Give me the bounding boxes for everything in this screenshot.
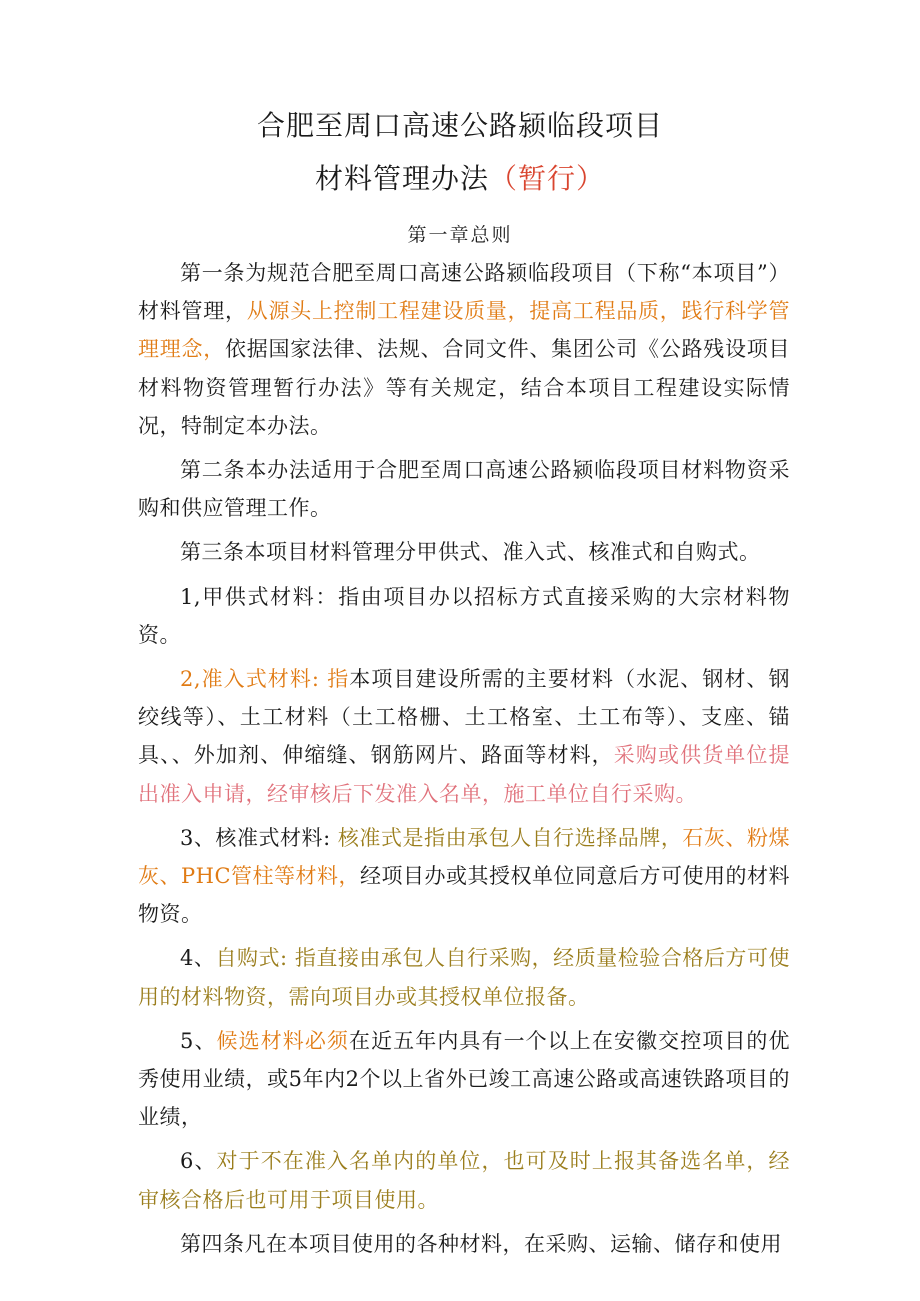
article-1 [138,254,790,445]
item-6 [138,1142,790,1218]
item-6-text: 对于不在准入名单内的单位，也可及时上报其备选名单，经审核合格后也可用于项目使用。 [138,1149,790,1212]
document-subtitle [0,157,920,197]
subtitle-provisional: （暂行） [489,162,606,195]
item-3-definition: 核准式是指由承包人自行选择品牌， [337,825,683,850]
item-5-text: 在近五年内具有一个以上在安徽交控项目的优秀使用业绩，或5年内2个以上省外已竣工高速公路或高速铁路项目的业绩， [138,1028,791,1130]
item-4-text: 自购式: 指直接由承包人自行采购，经质量检验合格后方可使用的材料物资，需向项目办或其授权单位报备。 [138,946,790,1009]
document-title: 合肥至周口高速公路颍临段项目 [256,109,663,142]
item-4 [138,939,790,1015]
item-2-highlight: 采购或供货单位提出准入申请，经审核后下发准入名单，施工单位自行采购。 [138,743,791,806]
item-5-number: 5、 [180,1028,217,1053]
article-1-text-rest: 依据国家法律、法规、合同文件、集团公司《公路残设项目材料物资管理暂行办法》等有关规定，结合本项目工程建设实际情况，特制定本办法。 [138,337,791,438]
item-6-number: 6、 [180,1149,217,1174]
item-4-number: 4、 [180,946,216,971]
subtitle-main: 材料管理办法 [314,162,489,195]
item-3-label: 3、核准式材料: [180,825,338,850]
article-3: 第三条本项目材料管理分甲供式、准入式、核准式和自购式。 [180,540,761,565]
item-3 [138,819,790,934]
document-body [138,254,790,1269]
article-1-text: 第一条为规范合肥至周口高速公路颍临段项目（下称“本项目”）材料管理， [138,261,790,324]
article-1-highlight: 从源头上控制工程建设质量，提高工程品质，践行科学管理理念， [138,299,791,362]
article-4: 第四条凡在本项目使用的各种材料，在采购、运输、储存和使用 [180,1231,782,1256]
item-2-text: 本项目建设所需的主要材料（水泥、钢材、钢绞线等）、土工材料（土工格栅、土工格室、土工布等）、支座、锚具、、外加剂、伸缩缝、钢筋网片、路面等材料， [138,667,790,768]
item-2-label: 2,准入式材料: 指 [180,667,350,692]
item-3-highlight: 石灰、粉煤灰、PHC管柱等材料， [138,825,790,889]
item-2 [138,660,790,813]
item-5-highlight: 候选材料必须 [216,1028,350,1053]
item-1: 1,甲供式材料：指由项目办以招标方式直接采购的大宗材料物资。 [138,584,790,647]
item-3-text: 经项目办或其授权单位同意后方可使用的材料物资。 [138,864,791,927]
chapter-heading: 第一章总则 [407,224,513,246]
article-2: 第二条本办法适用于合肥至周口高速公路颍临段项目材料物资采购和供应管理工作。 [138,458,790,521]
item-5 [138,1022,790,1137]
